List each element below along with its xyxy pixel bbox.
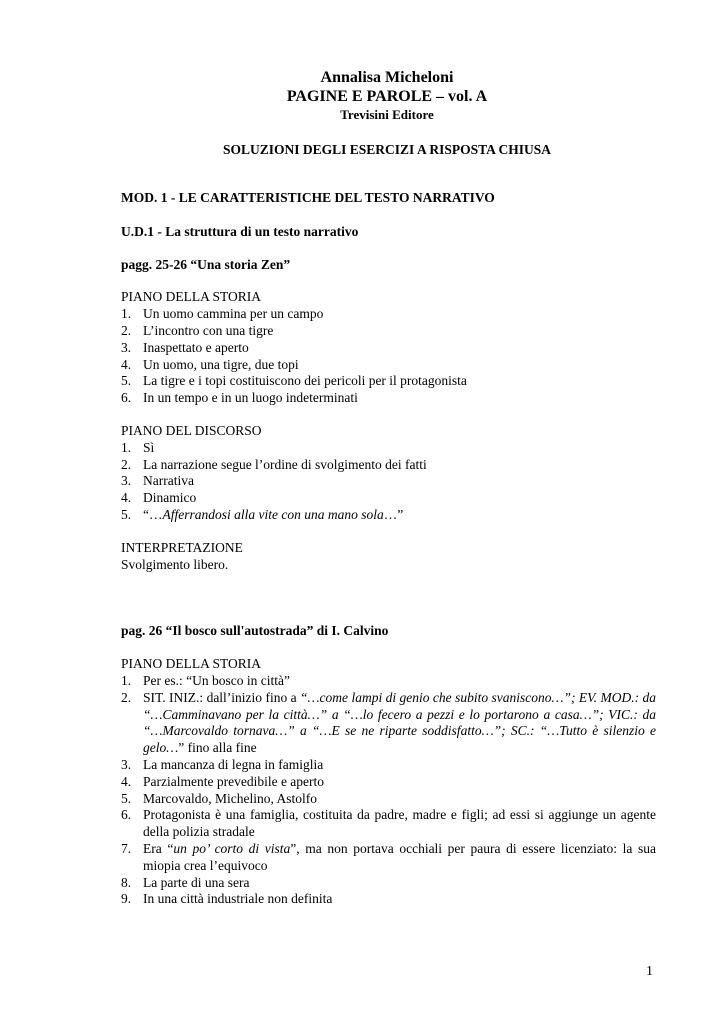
book-title: PAGINE E PAROLE – vol. A — [286, 88, 488, 105]
list-item — [121, 791, 656, 808]
item-number: 1. — [121, 439, 132, 455]
item-number: 2. — [121, 322, 132, 338]
document-body — [121, 190, 656, 908]
unit-heading: U.D.1 - La struttura di un testo narrativo — [121, 223, 359, 239]
item-text-end: ” fino alla fine — [178, 740, 257, 756]
item-number: 8. — [121, 874, 132, 890]
item-number: 5. — [121, 790, 132, 806]
item-text: In un tempo e in un luogo indeterminati — [143, 390, 358, 406]
item-text: In una città industriale non definita — [143, 891, 333, 907]
list-item — [121, 673, 656, 690]
item-number: 3. — [121, 473, 132, 489]
exercise-heading-una-storia-zen: pagg. 25-26 “Una storia Zen” — [121, 256, 291, 272]
list-item — [121, 841, 656, 875]
answer-list — [121, 673, 656, 908]
list-item — [121, 306, 656, 323]
list-item — [121, 757, 656, 774]
item-number: 6. — [121, 807, 132, 823]
publisher-name: Trevisini Editore — [340, 107, 434, 122]
list-item — [121, 340, 656, 357]
quote-text: un po’ corto di vista — [173, 840, 291, 856]
item-number: 5. — [121, 373, 132, 389]
item-text: Dinamico — [143, 490, 197, 506]
quote-open: “… — [143, 506, 163, 522]
item-text: La narrazione segue l’ordine di svolgimento dei fatti — [143, 456, 427, 472]
answer-list — [121, 440, 656, 524]
item-number: 4. — [121, 773, 132, 789]
document-title: SOLUZIONI DEGLI ESERCIZI A RISPOSTA CHIUSA — [223, 142, 551, 157]
item-text: SIT. INIZ.: dall’inizio fino a — [143, 689, 301, 705]
item-number: 9. — [121, 891, 132, 907]
item-text: Un uomo, una tigre, due topi — [143, 356, 299, 372]
list-item — [121, 807, 656, 841]
item-text: Narrativa — [143, 473, 194, 489]
interpretation-text: Svolgimento libero. — [121, 556, 229, 572]
item-number: 5. — [121, 506, 132, 522]
section-label: PIANO DEL DISCORSO — [121, 422, 262, 438]
list-item — [121, 875, 656, 892]
quote-text: Afferrandosi alla vite con una mano sola — [162, 506, 384, 522]
quote-close: …” — [383, 506, 404, 522]
section-piano-storia-1 — [121, 289, 656, 407]
item-text: La mancanza di legna in famiglia — [143, 756, 324, 772]
list-item — [121, 440, 656, 457]
section-label: INTERPRETAZIONE — [121, 539, 243, 555]
item-number: 4. — [121, 490, 132, 506]
item-text: Protagonista è una famiglia, costituita da padre, madre e figli; ad essi si aggiunge un agente della polizia stradale — [143, 807, 656, 840]
item-text: La tigre e i topi costituiscono dei pericoli per il protagonista — [143, 373, 467, 389]
item-number: 4. — [121, 356, 132, 372]
list-item — [121, 390, 656, 407]
list-item — [121, 357, 656, 374]
answer-list — [121, 306, 656, 407]
list-item — [121, 457, 656, 474]
section-label: PIANO DELLA STORIA — [121, 289, 262, 305]
item-text: Era “ — [143, 840, 174, 856]
list-item — [121, 473, 656, 490]
author-name: Annalisa Micheloni — [320, 69, 454, 86]
list-item — [121, 490, 656, 507]
exercise-heading-il-bosco: pag. 26 “Il bosco sull'autostrada” di I. Calvino — [121, 623, 389, 639]
item-text: La parte di una sera — [143, 874, 250, 890]
item-text: Sì — [143, 439, 155, 455]
item-text: Un uomo cammina per un campo — [143, 306, 324, 322]
section-label: PIANO DELLA STORIA — [121, 656, 262, 672]
item-text: Parzialmente prevedibile e aperto — [143, 773, 325, 789]
item-text-end: ”, ma non portava occhiali per paura di essere licenziato: la sua miopia crea l’equivoco — [143, 840, 656, 873]
section-interpretazione — [121, 540, 656, 574]
list-item — [121, 507, 656, 524]
quote-text: “…come lampi di genio che subito svaniscono…”; EV. MOD.: da “…Camminavano per la città…” a “…lo fecero a pezzi e lo portarono a casa…”; VIC.: da “…Marcovaldo tornava…” a “…E se ne riparte soddisfatto…”; SC.: “…Tutto è silenzio e gelo… — [143, 689, 656, 756]
list-item — [121, 774, 656, 791]
item-number: 6. — [121, 390, 132, 406]
item-text: Marcovaldo, Michelino, Astolfo — [143, 790, 317, 806]
item-text: Per es.: “Un bosco in città” — [143, 672, 290, 688]
item-number: 2. — [121, 689, 132, 705]
list-item — [121, 891, 656, 908]
list-item — [121, 323, 656, 340]
module-heading: MOD. 1 - LE CARATTERISTICHE DEL TESTO NARRATIVO — [121, 190, 495, 205]
document-header — [0, 68, 724, 123]
page-number: 1 — [646, 964, 653, 979]
item-text: L’incontro con una tigre — [143, 322, 274, 338]
item-number: 3. — [121, 339, 132, 355]
list-item — [121, 373, 656, 390]
list-item — [121, 690, 656, 757]
item-text: Inaspettato e aperto — [143, 339, 249, 355]
item-number: 1. — [121, 672, 132, 688]
section-piano-discorso — [121, 423, 656, 524]
item-number: 7. — [121, 840, 132, 856]
item-number: 2. — [121, 456, 132, 472]
item-number: 3. — [121, 756, 132, 772]
item-number: 1. — [121, 306, 132, 322]
section-piano-storia-2 — [121, 656, 656, 908]
